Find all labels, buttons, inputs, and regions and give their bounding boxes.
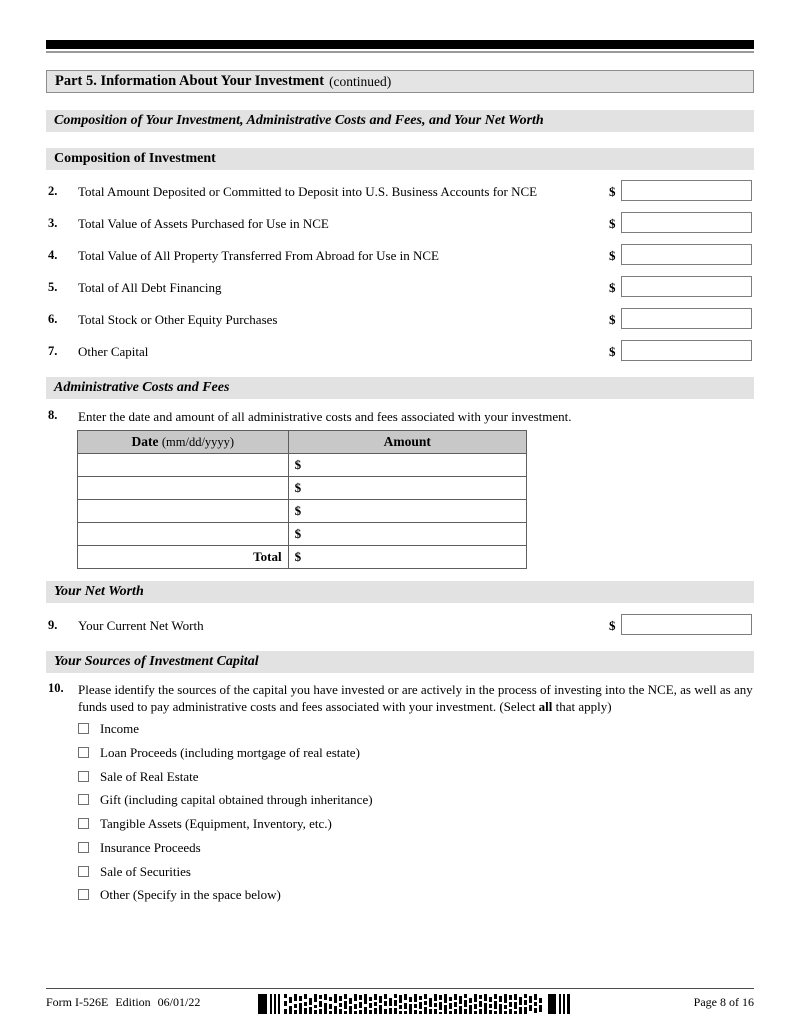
top-rule [46, 40, 754, 53]
checkbox-icon[interactable] [78, 747, 89, 758]
networth-row-9 [46, 616, 754, 638]
total-amount-cell[interactable] [288, 546, 526, 569]
amount-input-row-4[interactable] [621, 244, 752, 265]
amount-input-row-6[interactable] [621, 308, 752, 329]
item-label: Total of All Debt Financing [78, 280, 222, 295]
item-label: Other Capital [78, 344, 149, 359]
amount-input-row-3[interactable] [621, 212, 752, 233]
composition-row-3 [46, 214, 754, 236]
composition-row-4 [46, 246, 754, 268]
administrative-costs-table [77, 430, 527, 569]
composition-row-7 [46, 342, 754, 364]
checkbox-label: Tangible Assets (Equipment, Inventory, etc.) [100, 816, 332, 831]
part-header [46, 70, 754, 93]
table-row [78, 523, 527, 546]
part-header-title: Part 5. Information About Your Investment [55, 73, 325, 89]
footer-form-name: Form I-526E [46, 995, 109, 1009]
item-label: Total Value of All Property Transferred From Abroad for Use in NCE [78, 248, 439, 263]
composition-row-2 [46, 182, 754, 204]
footer-form-info [46, 995, 200, 1010]
checkbox-label: Income [100, 721, 139, 736]
checkbox-label: Sale of Real Estate [100, 769, 199, 784]
amount-input-row-5[interactable] [621, 276, 752, 297]
top-rule-black-bar [46, 40, 754, 49]
currency-symbol: $ [294, 457, 302, 472]
barcode-icon [258, 992, 576, 1016]
checkbox-label: Gift (including capital obtained through inheritance) [100, 792, 373, 807]
currency-symbol: $ [609, 618, 616, 633]
date-cell-3[interactable] [78, 500, 289, 523]
composition-row-5 [46, 278, 754, 300]
currency-symbol: $ [609, 280, 616, 295]
currency-symbol: $ [294, 480, 302, 495]
checkbox-icon[interactable] [78, 842, 89, 853]
part-header-continued: (continued) [329, 73, 392, 89]
section-bar-your-net-worth [46, 581, 754, 603]
section-bar-administrative-costs-and-fees-label: Administrative Costs and Fees [54, 380, 230, 395]
item-number: 5. [48, 280, 58, 294]
item-number: 6. [48, 312, 58, 326]
item-number: 2. [48, 184, 58, 198]
table-total-row [78, 546, 527, 569]
currency-symbol: $ [294, 549, 302, 564]
table-row [78, 477, 527, 500]
sources-instruction-text [78, 681, 754, 715]
section-bar-your-sources-of-investment-capital-label: Your Sources of Investment Capital [54, 654, 259, 669]
column-header-date [78, 431, 289, 454]
item-label: Total Amount Deposited or Committed to Deposit into U.S. Business Accounts for NCE [78, 184, 538, 199]
checkbox-label: Sale of Securities [100, 864, 191, 879]
sources-text-part2: that apply) [552, 699, 612, 714]
checkbox-label: Other (Specify in the space below) [100, 887, 281, 902]
currency-symbol: $ [609, 184, 616, 199]
currency-symbol: $ [609, 248, 616, 263]
item-number: 7. [48, 344, 58, 358]
amount-cell-3[interactable] [288, 500, 526, 523]
section-bar-composition-of-investment-label: Composition of Investment [54, 151, 216, 166]
amount-cell-1[interactable] [288, 454, 526, 477]
currency-symbol: $ [294, 526, 302, 541]
checkbox-icon[interactable] [78, 866, 89, 877]
checkbox-label: Insurance Proceeds [100, 840, 201, 855]
item-label: Total Value of Assets Purchased for Use in NCE [78, 216, 329, 231]
sources-text-emphasis: all [538, 699, 553, 714]
amount-input-row-2[interactable] [621, 180, 752, 201]
checkbox-icon[interactable] [78, 723, 89, 734]
amount-cell-4[interactable] [288, 523, 526, 546]
sources-text-part1: Please identify the sources of the capital you have invested or are actively in the process of investing into the NCE, as well as any funds used to pay administrative costs and fees associated with your investment. (Select [78, 682, 753, 714]
amount-input-net-worth[interactable] [621, 614, 752, 635]
date-cell-4[interactable] [78, 523, 289, 546]
footer-edition-date: 06/01/22 [157, 995, 201, 1009]
item-number: 8. [48, 408, 58, 422]
top-rule-gray-line [46, 51, 754, 53]
section-bar-your-sources-of-investment-capital [46, 651, 754, 673]
section-bar-composition-admin-networth-label: Composition of Your Investment, Administrative Costs and Fees, and Your Net Worth [54, 113, 544, 128]
table-row [78, 500, 527, 523]
currency-symbol: $ [294, 503, 302, 518]
footer-edition-label: Edition [115, 995, 151, 1009]
checkbox-icon[interactable] [78, 771, 89, 782]
item-number: 10. [48, 681, 64, 695]
section-bar-your-net-worth-label: Your Net Worth [54, 584, 144, 599]
item-number: 3. [48, 216, 58, 230]
footer-page-number: Page 8 of 16 [693, 995, 754, 1009]
item-number: 4. [48, 248, 58, 262]
item-label: Total Stock or Other Equity Purchases [78, 312, 278, 327]
amount-cell-2[interactable] [288, 477, 526, 500]
item-number: 9. [48, 618, 58, 632]
currency-symbol: $ [609, 344, 616, 359]
column-header-date-format: (mm/dd/yyyy) [161, 435, 235, 449]
column-header-date-bold: Date [131, 434, 159, 449]
column-header-amount: Amount [288, 431, 526, 454]
currency-symbol: $ [609, 216, 616, 231]
footer-divider [46, 988, 754, 989]
section-bar-composition-of-investment [46, 148, 754, 170]
table-row [78, 454, 527, 477]
amount-input-row-7[interactable] [621, 340, 752, 361]
checkbox-label: Loan Proceeds (including mortgage of real estate) [100, 745, 360, 760]
currency-symbol: $ [609, 312, 616, 327]
date-cell-2[interactable] [78, 477, 289, 500]
item-label: Your Current Net Worth [78, 618, 204, 633]
checkbox-icon[interactable] [78, 889, 89, 900]
date-cell-1[interactable] [78, 454, 289, 477]
checkbox-icon[interactable] [78, 794, 89, 805]
section-bar-administrative-costs-and-fees [46, 377, 754, 399]
total-label: Total [78, 546, 289, 569]
checkbox-icon[interactable] [78, 818, 89, 829]
section-bar-composition-admin-networth [46, 110, 754, 132]
admin-instruction-text: Enter the date and amount of all administrative costs and fees associated with your investment. [78, 409, 572, 424]
composition-row-6 [46, 310, 754, 332]
table-header-row [78, 431, 527, 454]
